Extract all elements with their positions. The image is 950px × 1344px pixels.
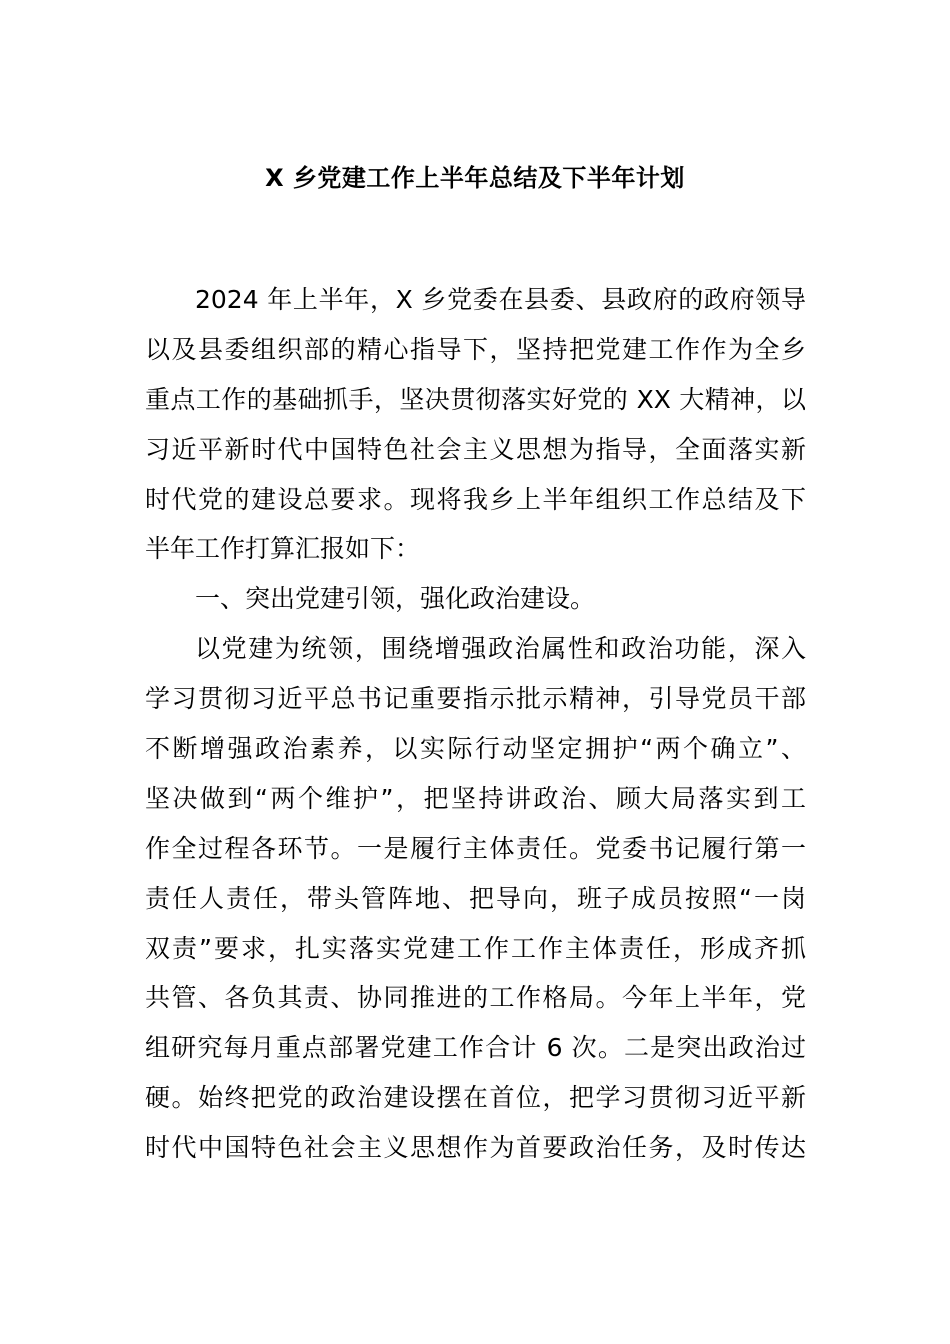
paragraph-line: 双责”要求，扎实落实党建工作工作主体责任，形成齐抓 [145, 933, 806, 963]
paragraph-line: 学习贯彻习近平总书记重要指示批示精神，引导党员干部 [145, 684, 806, 714]
document-title: X 乡党建工作上半年总结及下半年计划 [265, 164, 685, 192]
section-heading-line: 一、突出党建引领，强化政治建设。 [195, 584, 596, 614]
document-body [145, 275, 806, 1173]
paragraph-section-one [145, 624, 806, 1173]
paragraph-line: 责任人责任，带头管阵地、把导向，班子成员按照“一岗 [145, 883, 806, 913]
paragraph-line: 不断增强政治素养，以实际行动坚定拥护“两个确立”、 [145, 734, 806, 764]
paragraph-line: 半年工作打算汇报如下： [145, 534, 421, 564]
section-heading [145, 574, 806, 624]
paragraph-line: 坚决做到“两个维护”，把坚持讲政治、顾大局落实到工 [145, 783, 806, 813]
paragraph-line: 硬。始终把党的政治建设摆在首位，把学习贯彻习近平新 [145, 1083, 806, 1113]
paragraph-line: 重点工作的基础抓手，坚决贯彻落实好党的 XX 大精神，以 [145, 384, 806, 414]
paragraph-line: 组研究每月重点部署党建工作合计 6 次。二是突出政治过 [145, 1033, 806, 1063]
paragraph-line: 习近平新时代中国特色社会主义思想为指导，全面落实新 [145, 434, 806, 464]
paragraph-line: 2024 年上半年，X 乡党委在县委、县政府的政府领导 [195, 285, 806, 314]
paragraph-line: 以党建为统领，围绕增强政治属性和政治功能，深入 [195, 634, 806, 664]
paragraph-line: 共管、各负其责、协同推进的工作格局。今年上半年，党 [145, 983, 806, 1013]
paragraph-line: 作全过程各环节。一是履行主体责任。党委书记履行第一 [145, 833, 806, 863]
paragraph-line: 时代中国特色社会主义思想作为首要政治任务，及时传达 [145, 1133, 806, 1163]
paragraph-intro [145, 275, 806, 574]
paragraph-line: 时代党的建设总要求。现将我乡上半年组织工作总结及下 [145, 484, 806, 514]
paragraph-line: 以及县委组织部的精心指导下，坚持把党建工作作为全乡 [145, 334, 806, 364]
